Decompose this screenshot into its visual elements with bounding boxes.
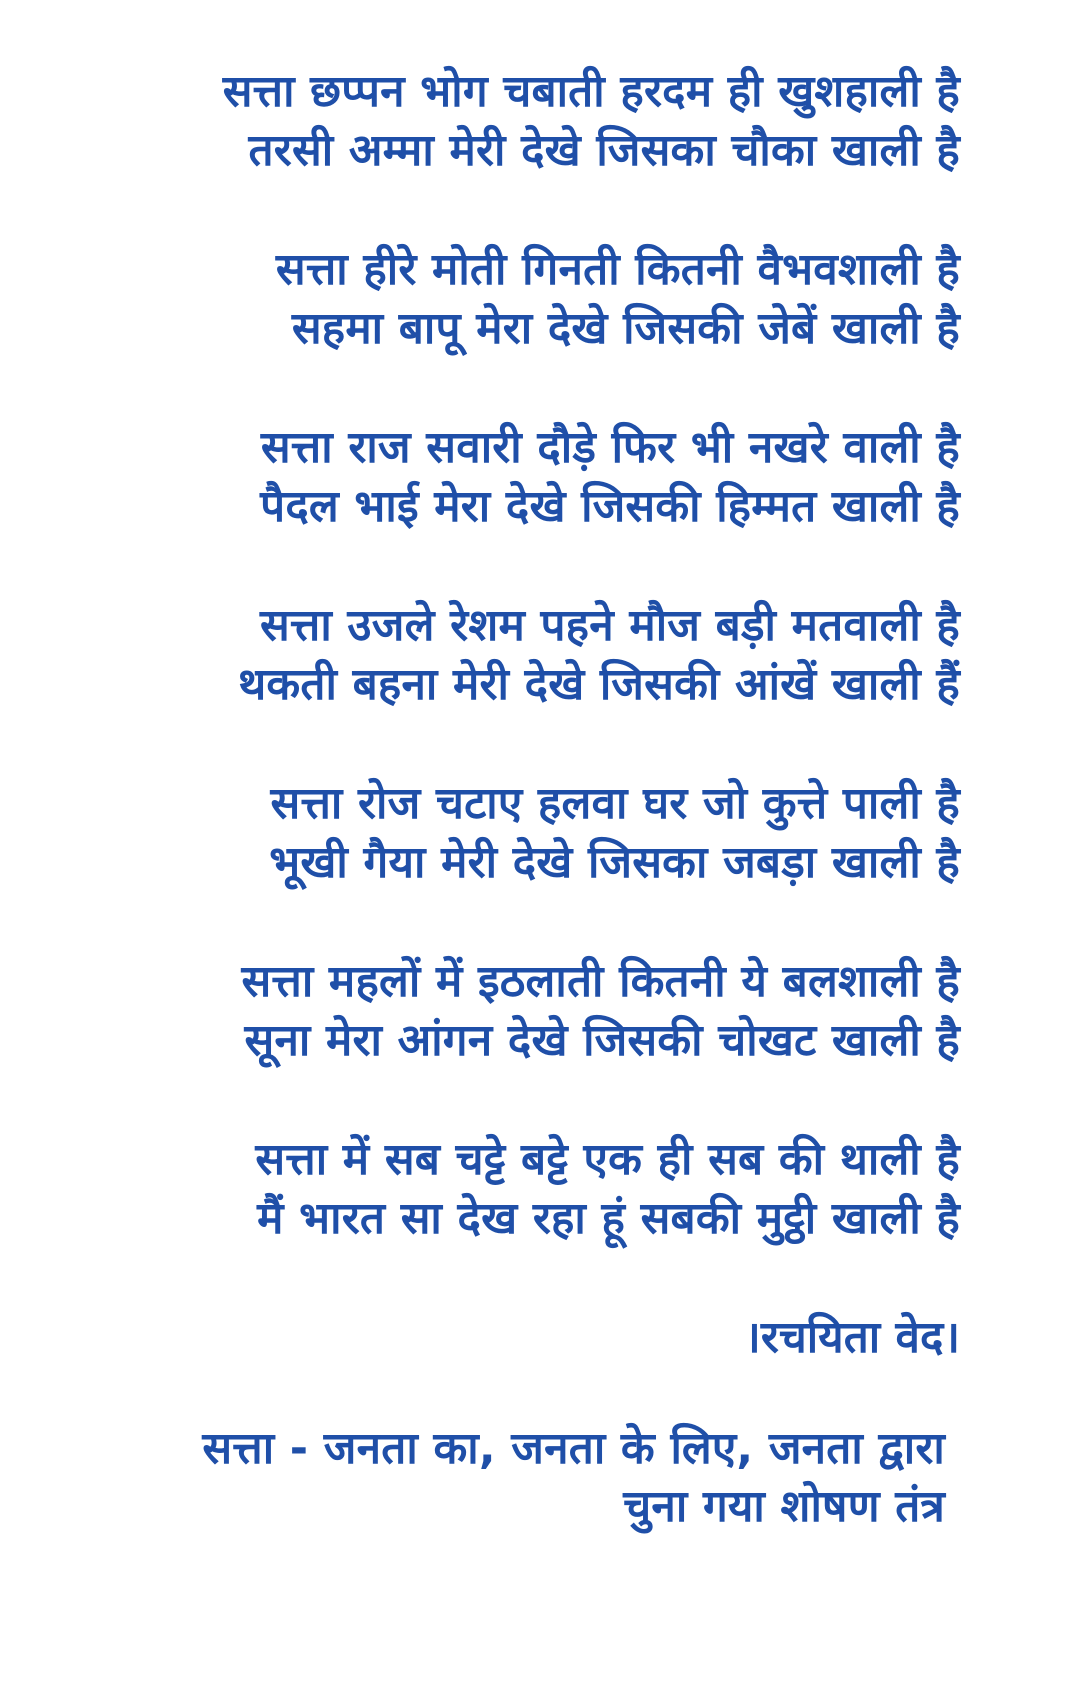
poem-line: तरसी अम्मा मेरी देखे जिसका चौका खाली है (248, 125, 960, 176)
poem-line: भूखी गैया मेरी देखे जिसका जबड़ा खाली है (269, 837, 960, 888)
poem-line: सहमा बापू मेरा देखे जिसकी जेबें खाली है (291, 303, 960, 354)
definition-block (60, 1420, 945, 1536)
stanza-7 (60, 1130, 960, 1248)
stanza-4 (60, 596, 960, 714)
poem-line: सत्ता राज सवारी दौड़े फिर भी नखरे वाली है (260, 422, 960, 473)
poem-line: पैदल भाई मेरा देखे जिसकी हिम्मत खाली है (260, 481, 960, 532)
stanza-3 (60, 418, 960, 536)
poem-line: सत्ता महलों में इठलाती कितनी ये बलशाली है (241, 956, 960, 1007)
poem-line: सत्ता छप्पन भोग चबाती हरदम ही खुशहाली है (222, 66, 960, 117)
poem-line: सत्ता रोज चटाए हलवा घर जो कुत्ते पाली है (270, 778, 960, 829)
definition-line: सत्ता - जनता का, जनता के लिए, जनता द्वारा (202, 1423, 945, 1474)
poem-line: थकती बहना मेरी देखे जिसकी आंखें खाली हैं (238, 659, 960, 710)
stanza-5 (60, 774, 960, 892)
stanza-2 (60, 240, 960, 358)
definition-line: चुना गया शोषण तंत्र (623, 1481, 945, 1532)
author-credit: ।रचयिता वेद। (744, 1312, 960, 1363)
poem-line: सूना मेरा आंगन देखे जिसकी चोखट खाली है (244, 1015, 960, 1066)
poem-line: सत्ता उजले रेशम पहने मौज बड़ी मतवाली है (259, 600, 960, 651)
stanza-6 (60, 952, 960, 1070)
poem-line: सत्ता हीरे मोती गिनती कितनी वैभवशाली है (275, 244, 960, 295)
poem-line: सत्ता में सब चट्टे बट्टे एक ही सब की थाली है (255, 1134, 960, 1185)
poem-line: मैं भारत सा देख रहा हूं सबकी मुट्ठी खाली है (257, 1193, 960, 1244)
stanza-1 (60, 62, 960, 180)
poem (60, 62, 960, 1367)
